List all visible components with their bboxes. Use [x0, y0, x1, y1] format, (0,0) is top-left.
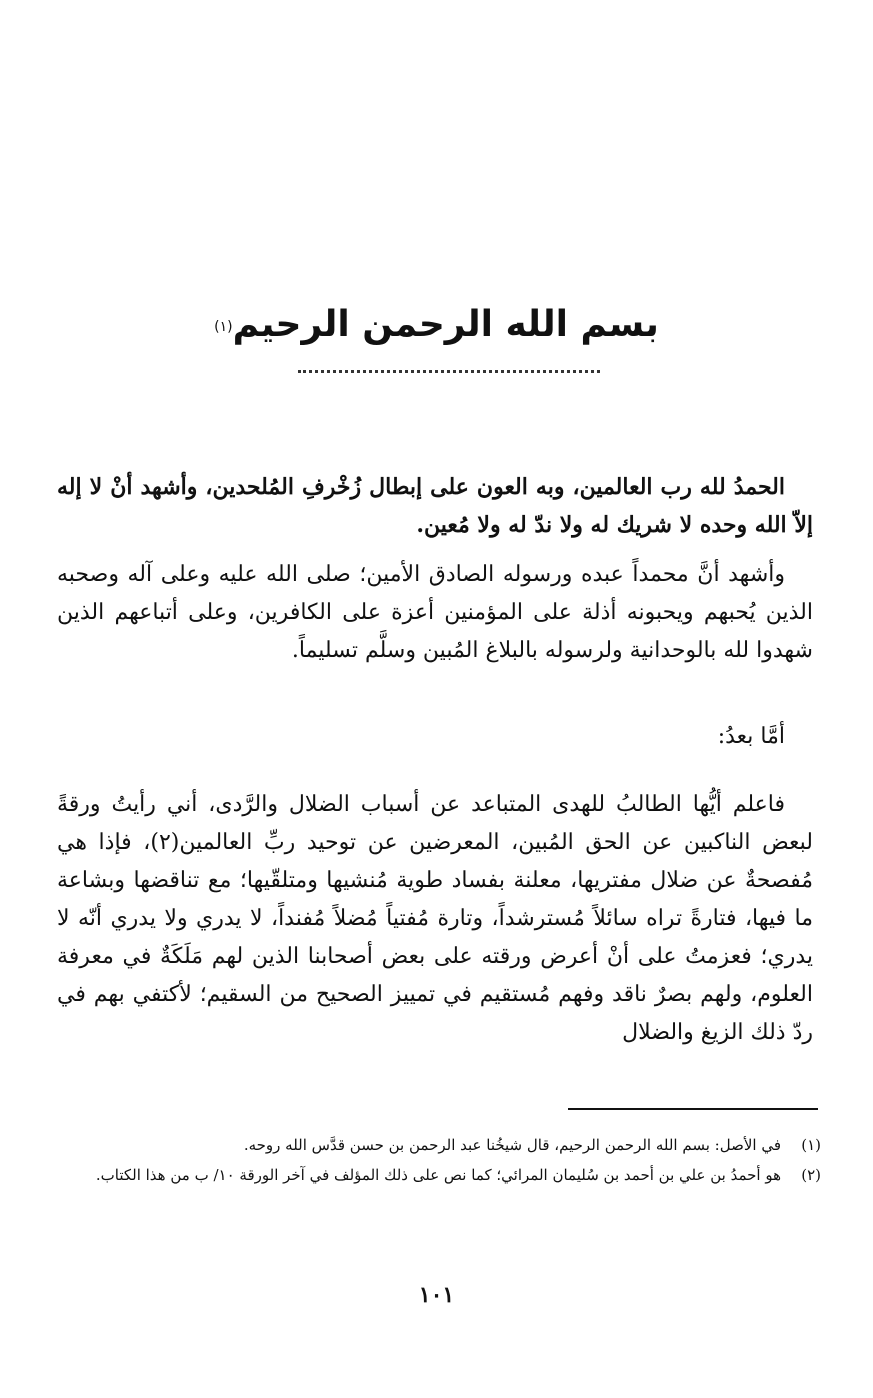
footnote-text: هو أحمدُ بن علي بن أحمد بن سُليمان المرائي؛ كما نص على ذلك المؤلف في آخر الورقة ١٠/ ب من هذا الكتاب.	[95, 1166, 781, 1184]
main-paragraph	[57, 786, 813, 1052]
opening-text: الحمدُ لله رب العالمين، وبه العون على إبطال زُخْرفِ المُلحدين، وأشهد أنْ لا إله إلاّ الله وحده لا شريك له ولا ندّ له ولا مُعين.	[57, 474, 813, 538]
basmala-text: بسم الله الرحمن الرحيم	[232, 304, 659, 345]
amma-baad-paragraph	[57, 718, 813, 756]
amma-baad-text: أمَّا بعدُ:	[717, 724, 785, 749]
footnote-ref-1[interactable]: (١)	[214, 319, 233, 335]
footnote-number: (١)	[801, 1136, 821, 1154]
opening-paragraph	[57, 468, 813, 544]
footnote-number: (٢)	[801, 1166, 821, 1184]
main-text: فاعلم أيُّها الطالبُ للهدى المتباعد عن أسباب الضلال والرَّدى، أني رأيتُ ورقةً لبعض الناكبين عن الحق المُبين، المعرضين عن توحيد ربِّ العالمين(٢)، فإذا هي مُفصحةٌ عن ضلال مفتريها، معلنة بفساد طوية مُنشيها ومتلقّيها؛ مع تناقضها وبشاعة ما فيها، فتارةً تراه سائلاً مُسترشداً، وتارة مُفتياً مُضلاً مُفنداً، لا يدري ولا يدري أنّه لا يدري؛ فعزمتُ على أنْ أعرض ورقته على بعض أصحابنا الذين لهم مَلَكَةٌ في معرفة العلوم، ولهم بصرٌ ناقد وفهم مُستقيم في تمييز الصحيح من السقيم؛ لأكتفي بهم في ردّ ذلك الزيغ والضلال	[57, 792, 813, 1045]
shahada-paragraph	[57, 556, 813, 670]
shahada-text: وأشهد أنَّ محمداً عبده ورسوله الصادق الأمين؛ صلى الله عليه وعلى آله وصحبه الذين يُحبهم ويحبونه أذلة على المؤمنين أعزة على الكافرين، وعلى أتباعهم الذين شهدوا لله بالوحدانية ولرسوله بالبلاغ المُبين وسلَّم تسليماً.	[57, 562, 814, 663]
footnote-2	[61, 1160, 821, 1190]
footnote-1	[61, 1130, 821, 1160]
dotted-separator	[298, 370, 600, 373]
footnote-text: في الأصل: بسم الله الرحمن الرحيم، قال شيخُنا عبد الرحمن بن حسن قدَّس الله روحه.	[243, 1136, 781, 1154]
title-block	[0, 300, 873, 350]
footnote-divider	[568, 1108, 818, 1110]
basmala-heading	[214, 300, 659, 350]
page-number: ١٠١	[418, 1282, 455, 1308]
footnotes	[61, 1130, 821, 1190]
